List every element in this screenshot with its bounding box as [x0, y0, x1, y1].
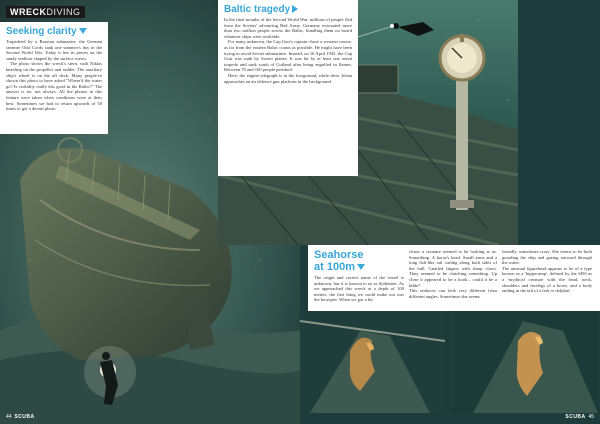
arrow-down-icon [357, 264, 365, 270]
seahorse-box [308, 245, 600, 311]
baltic-tragedy-heading: Baltic tragedy [224, 4, 352, 15]
seahorse-col2: closer a creature seemed to be looking at us. Something. A horse's head. Small arms and a long fish-like tail curling along both sides of the hull. Gnarled fingers with sharp claws. They seemed to be clutching something. Up close it appeared to be a book... could it be a bible? This seahorse can look very different from different angles. Sometimes she seems [409, 249, 497, 299]
arrow-right-icon [292, 5, 298, 13]
baltic-tragedy-p1: In the final months of the Second World War, millions of people fled from the Soviets' advancing Red Army. Germany evacuated more than two million people across the Baltic, bundling them on board whatever ships were available. [224, 17, 352, 39]
seahorse-heading: Seahorse at 100m [314, 249, 364, 273]
seahorse-figurehead-photo-left [300, 311, 445, 413]
baltic-tragedy-p2: For many unknown, the Cap Guir's captain chose a western course, as far from the eastern Baltic coasts as possible. He might have been trying to avoid Soviet submarines. Instead, on 16 April 1945, the Cap Guir was sunk by Soviet planes. It was hit by at least one aerial torpedo and sank south of Gotland after being engulfed in flames. Between 70 and 160 people perished. [224, 39, 352, 73]
arrow-down-icon [79, 28, 87, 34]
seeking-clarity-heading: Seeking clarity [6, 26, 102, 37]
seahorse-figurehead-photo-right [453, 311, 598, 413]
baltic-tragedy-box [218, 0, 358, 176]
seeking-clarity-p1: Torpedoed by a Russian submarine, the German steamer Otto Cords sank one summer's day in the Second World War. Today it lies in pieces on the sandy seafloor shaped by the surface waves. [6, 39, 102, 61]
seeking-clarity-box [0, 22, 108, 134]
seeking-clarity-p2: The photo shows the wreck's stern, with Niklas kneeling on the propeller and rudder. The auxiliary ship's wheel is on the aft deck. Many people've shown this photo to have asked "Where'd the water go? Is visibility really this good in the Baltic?" The answer is no, not always. All the photos in this feature were taken when conditions were at their best. Sometimes we had to return upwards of 50 times to get a decent photo. [6, 61, 102, 112]
seahorse-col1: The origin and correct name of the vessel is unknown, but it is known to us as Sjöhästen. As we approached this wreck at a depth of 100 metres, the first thing we could make out was the bowsprit. When we got a bit [314, 275, 404, 303]
right-folio: SCUBA 45 [565, 414, 594, 420]
left-folio: 44 SCUBA [6, 414, 35, 420]
seahorse-col3: friendly, sometimes scary. She seems to be both guarding the ship and gazing outward through the water. The unusual figurehead appears to be of a type known as a 'hippocamp', defined by the SDS as a 'mythical creature with the head, neck, shoulders and forelegs of a horse, and a body ending in the tail of a fish or dolphin'. [502, 249, 592, 294]
right-page [224, 0, 600, 424]
baltic-tragedy-p3: Here, the engine telegraph is in the foreground, while diver Johan approaches an air defence gun platform in the background. [224, 72, 352, 84]
section-tag: WRECKDIVING [6, 6, 85, 18]
